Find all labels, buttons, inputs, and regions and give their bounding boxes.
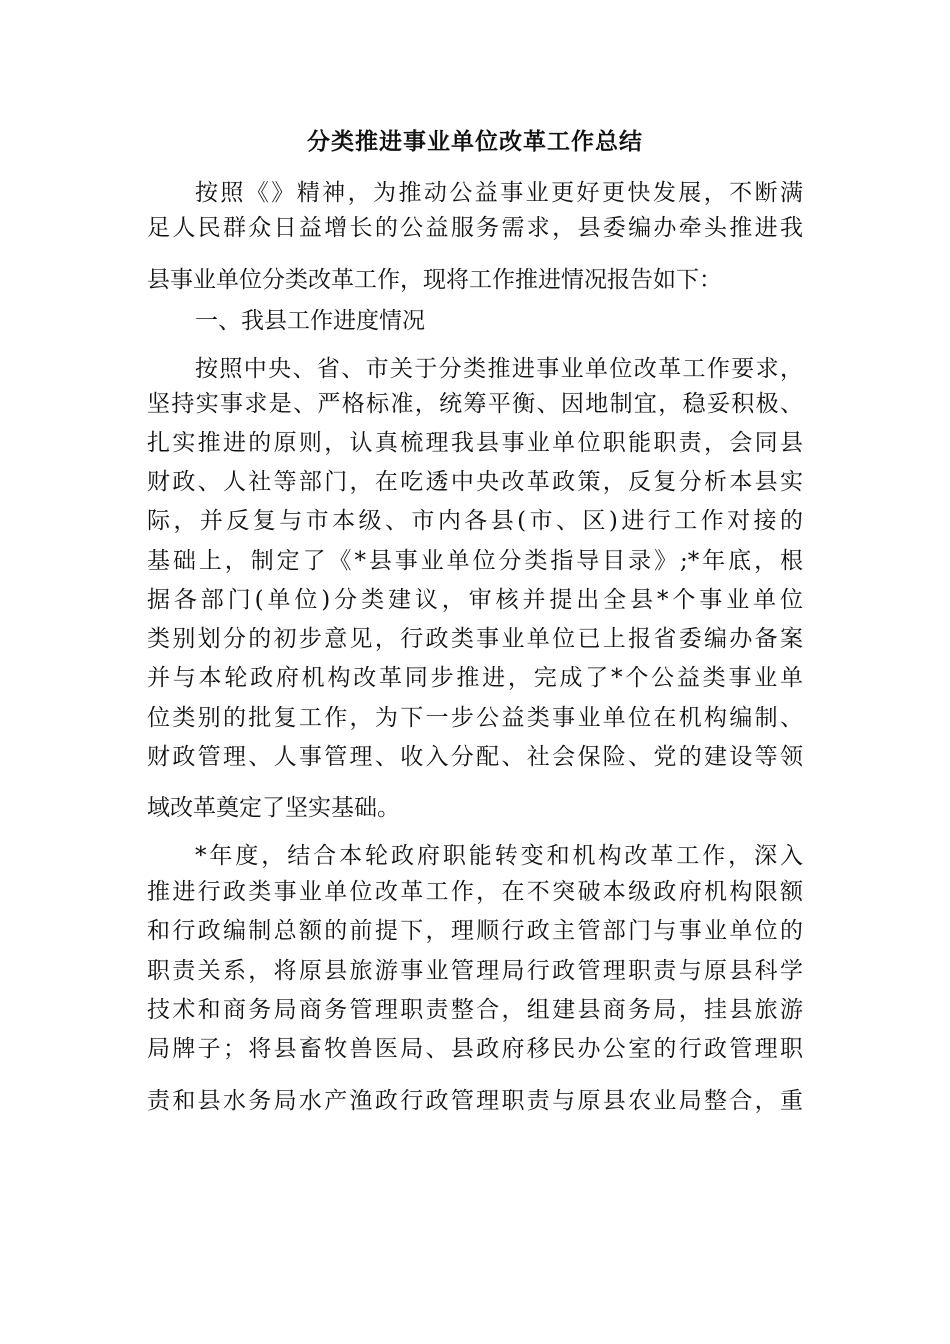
- paragraph-line: 坚持实事求是、严格标准，统筹平衡、因地制宜，稳妥积极、: [147, 391, 803, 417]
- paragraph-line: 局牌子；将县畜牧兽医局、县政府移民办公室的行政管理职: [147, 1036, 803, 1062]
- paragraph-line: 际，并反复与市本级、市内各县(市、区)进行工作对接的: [147, 508, 803, 534]
- paragraph-line: 和行政编制总额的前提下，理顺行政主管部门与事业单位的: [147, 918, 803, 944]
- paragraph-line: 推进行政类事业单位改革工作，在不突破本级政府机构限额: [147, 879, 803, 905]
- paragraph-line: 按照中央、省、市关于分类推进事业单位改革工作要求，: [195, 356, 803, 382]
- paragraph-line: 职责关系，将原县旅游事业管理局行政管理职责与原县科学: [147, 958, 803, 984]
- paragraph-line: 基础上，制定了《*县事业单位分类指导目录》;*年底，根: [147, 548, 803, 574]
- paragraph-line: 足人民群众日益增长的公益服务需求，县委编办牵头推进我: [147, 215, 803, 241]
- paragraph-line: 县事业单位分类改革工作，现将工作推进情况报告如下：: [147, 267, 722, 293]
- paragraph-line: *年度，结合本轮政府职能转变和机构改革工作，深入: [195, 843, 803, 869]
- paragraph-line: 扎实推进的原则，认真梳理我县事业单位职能职责，会同县: [147, 430, 803, 456]
- paragraph-line: 技术和商务局商务管理职责整合，组建县商务局，挂县旅游: [147, 997, 803, 1023]
- paragraph-line: 并与本轮政府机构改革同步推进，完成了*个公益类事业单: [147, 665, 803, 691]
- paragraph-line: 财政、人社等部门，在吃透中央改革政策，反复分析本县实: [147, 469, 803, 495]
- paragraph-line: 据各部门(单位)分类建议，审核并提出全县*个事业单位: [147, 587, 803, 613]
- paragraph-line: 按照《》精神，为推动公益事业更好更快发展，不断满: [195, 180, 803, 206]
- paragraph-line: 责和县水务局水产渔政行政管理职责与原县农业局整合，重: [147, 1088, 803, 1114]
- paragraph-line: 域改革奠定了坚实基础。: [147, 795, 400, 821]
- paragraph-line: 类别划分的初步意见，行政类事业单位已上报省委编办备案: [147, 626, 803, 652]
- document-title: 分类推进事业单位改革工作总结: [307, 129, 643, 155]
- paragraph-line: 财政管理、人事管理、收入分配、社会保险、党的建设等领: [147, 744, 803, 770]
- section-heading: 一、我县工作进度情况: [195, 308, 425, 334]
- paragraph-line: 位类别的批复工作，为下一步公益类事业单位在机构编制、: [147, 705, 803, 731]
